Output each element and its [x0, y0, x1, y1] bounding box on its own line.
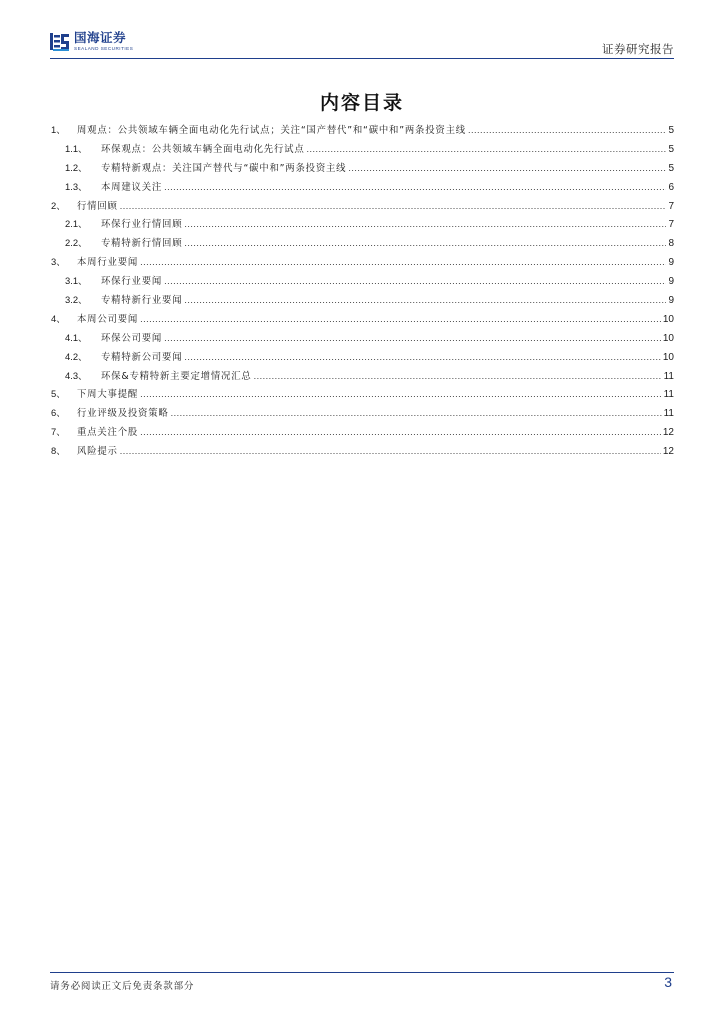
toc-entry-title: 周观点：公共领域车辆全面电动化先行试点；关注“国产替代”和“碳中和”两条投资主线 [77, 125, 466, 136]
toc-entry-page: 11 [663, 408, 674, 420]
toc-entry-number: 3、 [51, 256, 66, 268]
header-divider [50, 58, 674, 59]
toc-entry-page: 10 [662, 332, 674, 344]
toc-dot-leader [120, 446, 661, 456]
toc-entry-number: 3.1、 [65, 275, 88, 287]
toc-entry-title: 行情回顾 [77, 200, 118, 212]
toc-entry[interactable] [51, 198, 674, 217]
toc-dot-leader [348, 163, 666, 173]
toc-entry-number: 4.3、 [65, 369, 88, 381]
toc-dot-leader [307, 144, 667, 154]
toc-entry[interactable] [51, 216, 674, 235]
toc-entry-page: 12 [662, 446, 674, 458]
toc-entry[interactable] [51, 311, 674, 330]
toc-entry-title: 专精特新公司要闻 [101, 351, 183, 363]
toc-entry-page: 10 [662, 351, 674, 363]
toc-entry-number: 1、 [51, 124, 66, 135]
toc-entry-title: 专精特新行情回顾 [101, 238, 183, 250]
toc-dot-leader [184, 295, 666, 305]
footer-disclaimer: 请务必阅读正文后免责条款部分 [50, 981, 195, 992]
toc-entry[interactable] [51, 330, 674, 349]
toc-entry[interactable] [51, 254, 674, 273]
toc-entry[interactable] [51, 443, 674, 462]
toc-dot-leader [164, 182, 666, 192]
toc-entry[interactable] [51, 405, 674, 424]
toc-entry-title: 专精特新行业要闻 [101, 295, 183, 307]
toc-entry-title: 重点关注个股 [77, 427, 139, 439]
toc-dot-leader [140, 257, 666, 267]
toc-dot-leader [184, 219, 666, 229]
toc-dot-leader [254, 371, 662, 381]
toc-entry-title: 专精特新观点：关注国产替代与“碳中和”两条投资主线 [101, 162, 347, 174]
toc-dot-leader [164, 333, 661, 343]
toc-entry-number: 4.1、 [65, 331, 88, 343]
toc-entry-title: 行业评级及投资策略 [77, 408, 169, 420]
toc-entry-page: 7 [668, 219, 674, 231]
toc-entry-number: 1.1、 [65, 142, 88, 154]
toc-entry-page: 9 [668, 257, 674, 269]
toc-entry[interactable] [51, 386, 674, 405]
toc-entry-title: 环保公司要闻 [101, 332, 163, 344]
toc-entry-number: 6、 [51, 407, 66, 419]
toc-entry-number: 1.3、 [65, 180, 88, 192]
toc-entry-title: 本周建议关注 [101, 181, 163, 193]
toc-entry-page: 6 [668, 181, 674, 193]
toc-entry-page: 11 [663, 370, 674, 382]
table-of-contents [51, 122, 674, 462]
toc-entry[interactable] [51, 141, 674, 160]
toc-title: 内容目录 [319, 92, 404, 114]
toc-entry-page: 5 [668, 162, 674, 174]
toc-entry[interactable] [51, 160, 674, 179]
toc-entry[interactable] [51, 349, 674, 368]
toc-entry-page: 5 [668, 143, 674, 155]
toc-entry-number: 4、 [51, 312, 66, 324]
page-number: 3 [664, 974, 672, 990]
toc-entry-title: 风险提示 [77, 446, 118, 458]
footer-divider [50, 972, 674, 973]
toc-entry-title: 环保行业行情回顾 [101, 219, 183, 231]
toc-dot-leader [120, 201, 667, 211]
toc-entry-page: 11 [663, 389, 674, 401]
toc-entry-page: 10 [662, 313, 674, 325]
toc-entry-page: 8 [668, 238, 674, 250]
report-type-label: 证券研究报告 [602, 42, 674, 56]
toc-entry-number: 2、 [51, 199, 66, 211]
company-logo [50, 32, 133, 54]
toc-dot-leader [140, 427, 661, 437]
toc-entry-page: 9 [668, 295, 674, 307]
toc-entry-number: 2.2、 [65, 237, 88, 249]
toc-dot-leader [140, 314, 661, 324]
logo-chinese-name: 国海证券 [74, 30, 127, 45]
toc-dot-leader [468, 125, 667, 135]
toc-dot-leader [184, 238, 666, 248]
toc-entry-number: 5、 [51, 388, 66, 400]
toc-entry[interactable] [51, 273, 674, 292]
toc-entry-number: 1.2、 [65, 161, 88, 173]
toc-entry-title: 环保&专精特新主要定增情况汇总 [101, 370, 252, 382]
toc-entry-title: 下周大事提醒 [77, 389, 139, 401]
toc-entry-number: 3.2、 [65, 294, 88, 306]
toc-dot-leader [184, 352, 660, 362]
toc-entry-number: 4.2、 [65, 350, 88, 362]
sealand-logo-icon [50, 32, 70, 52]
toc-dot-leader [140, 389, 662, 399]
toc-entry-page: 7 [668, 200, 674, 212]
toc-entry[interactable] [51, 424, 674, 443]
toc-dot-leader [164, 276, 666, 286]
page-header [50, 28, 674, 60]
toc-entry-number: 8、 [51, 445, 66, 457]
toc-entry-page: 12 [662, 427, 674, 439]
toc-entry[interactable] [51, 368, 674, 387]
toc-entry[interactable] [51, 122, 674, 141]
toc-entry-title: 环保行业要闻 [101, 276, 163, 288]
toc-entry-number: 7、 [51, 426, 66, 438]
toc-entry-title: 本周行业要闻 [77, 257, 139, 269]
toc-entry[interactable] [51, 235, 674, 254]
toc-entry-title: 本周公司要闻 [77, 313, 139, 325]
toc-entry-page: 5 [668, 125, 674, 136]
toc-entry-title: 环保观点：公共领域车辆全面电动化先行试点 [101, 143, 305, 155]
toc-dot-leader [171, 408, 662, 418]
toc-entry[interactable] [51, 179, 674, 198]
toc-entry-number: 2.1、 [65, 218, 88, 230]
toc-entry-page: 9 [668, 276, 674, 288]
toc-entry[interactable] [51, 292, 674, 311]
logo-english-name: SEALAND SECURITIES [74, 45, 134, 51]
